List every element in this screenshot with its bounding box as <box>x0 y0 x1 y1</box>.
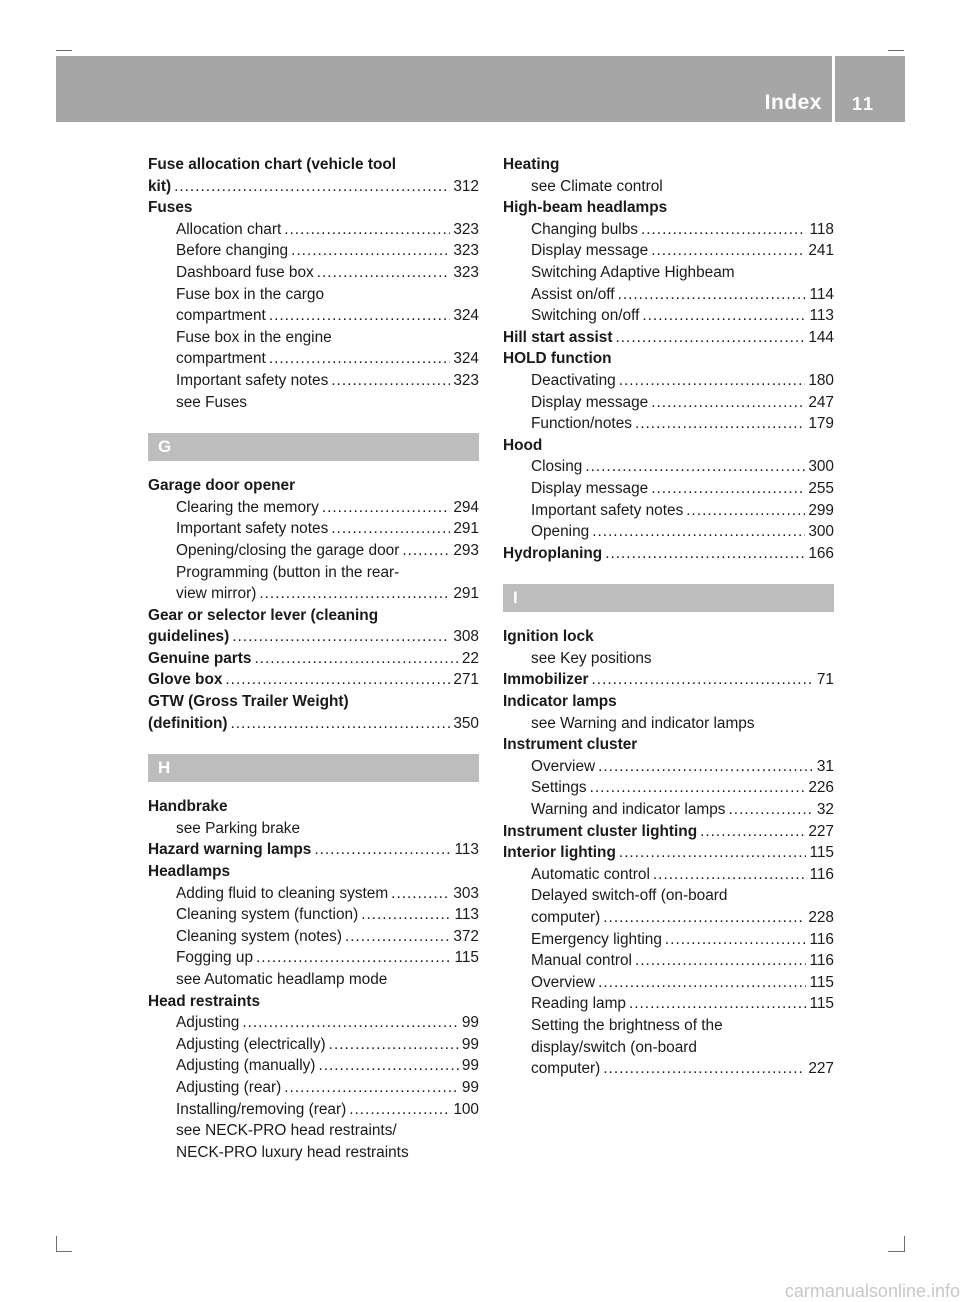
dot-leader <box>242 1012 459 1034</box>
dot-leader <box>590 777 806 799</box>
dot-leader <box>225 669 450 691</box>
dot-leader <box>686 500 805 522</box>
index-heading: High-beam headlamps <box>503 199 668 217</box>
entry-label: Function/notes <box>531 415 632 433</box>
index-entry[interactable] <box>148 713 479 735</box>
index-subentry-text: see Parking brake <box>176 819 301 837</box>
index-subentry[interactable] <box>148 305 479 327</box>
index-subentry[interactable] <box>148 1055 479 1077</box>
entry-label: Display message <box>531 242 649 260</box>
dot-leader <box>641 219 806 241</box>
entry-label: Allocation chart <box>176 220 282 238</box>
page-reference[interactable]: 31 <box>816 757 834 775</box>
page-number: 11 <box>852 94 876 114</box>
page-reference[interactable]: 271 <box>453 671 479 689</box>
page-reference[interactable]: 144 <box>808 328 834 346</box>
dot-leader <box>651 478 805 500</box>
index-heading: Gear or selector lever (cleaning <box>148 606 379 624</box>
entry-label: compartment <box>176 307 266 325</box>
dot-leader <box>329 1034 459 1056</box>
dot-leader <box>284 219 450 241</box>
dot-leader <box>592 669 814 691</box>
page-reference[interactable]: 100 <box>453 1100 479 1118</box>
index-subentry[interactable] <box>503 907 834 929</box>
page-reference[interactable]: 241 <box>808 242 834 260</box>
page-reference[interactable]: 291 <box>453 520 479 538</box>
page-reference[interactable]: 114 <box>809 285 834 303</box>
index-subentry[interactable] <box>148 583 479 605</box>
index-subentry[interactable] <box>503 799 834 821</box>
section-header: G <box>148 433 479 461</box>
entry-label: Display message <box>531 393 649 411</box>
dot-leader <box>598 972 806 994</box>
index-subentry-text: Setting the brightness of the <box>531 1016 723 1034</box>
dot-leader <box>598 756 814 778</box>
index-entry[interactable] <box>148 176 479 198</box>
index-subentry-text: see Automatic headlamp mode <box>176 971 388 988</box>
dot-leader <box>269 305 451 327</box>
entry-label: Automatic control <box>531 865 650 883</box>
entry-label: Overview <box>531 757 596 775</box>
index-heading: Ignition lock <box>503 628 594 646</box>
page-reference[interactable]: 324 <box>453 350 479 368</box>
page-reference[interactable]: 99 <box>461 1014 479 1032</box>
index-subentry[interactable] <box>503 864 834 886</box>
index-entry[interactable] <box>148 626 479 648</box>
index-subentry-text: see Fuses <box>176 393 248 411</box>
index-heading: Handbrake <box>148 798 228 816</box>
index-subentry[interactable] <box>148 262 479 284</box>
index-heading: Fuse allocation chart (vehicle tool <box>148 156 397 173</box>
entry-label: guidelines) <box>148 628 230 646</box>
entry-label: compartment <box>176 350 266 368</box>
header-separator <box>832 56 835 122</box>
index-subentry[interactable] <box>503 777 834 799</box>
page-reference[interactable]: 303 <box>453 884 479 902</box>
dot-leader <box>603 1058 805 1080</box>
dot-leader <box>605 543 805 565</box>
dot-leader <box>619 370 806 392</box>
dot-leader <box>391 883 450 905</box>
entry-label: kit) <box>148 177 172 195</box>
index-subentry[interactable] <box>148 240 479 262</box>
page-reference[interactable]: 291 <box>453 585 479 603</box>
index-subentry[interactable] <box>503 500 834 522</box>
dot-leader <box>331 370 450 392</box>
index-subentry[interactable] <box>503 305 834 327</box>
index-subentry-text: display/switch (on-board <box>531 1038 697 1056</box>
index-subentry[interactable] <box>503 370 834 392</box>
dot-leader <box>635 413 805 435</box>
page-reference[interactable]: 323 <box>453 263 479 281</box>
index-subentry-text: Switching Adaptive Highbeam <box>531 263 735 281</box>
entry-label: Before changing <box>176 242 289 260</box>
crop-mark <box>56 50 72 51</box>
page-reference[interactable]: 116 <box>809 865 834 883</box>
entry-label: Overview <box>531 973 596 991</box>
page-reference[interactable]: 113 <box>454 841 479 859</box>
page-reference[interactable]: 227 <box>808 1060 834 1078</box>
dot-leader <box>651 392 805 414</box>
page-reference[interactable]: 115 <box>809 995 834 1013</box>
index-entry[interactable] <box>503 327 834 349</box>
dot-leader <box>700 821 805 843</box>
index-subentry[interactable] <box>148 518 479 540</box>
entry-label: Cleaning system (notes) <box>176 927 342 945</box>
section-header: I <box>503 584 834 612</box>
crop-mark <box>888 50 904 51</box>
entry-label: Immobilizer <box>503 671 589 689</box>
entry-label: Important safety notes <box>176 371 329 389</box>
page-reference[interactable]: 300 <box>808 458 834 476</box>
entry-label: Assist on/off <box>531 285 615 303</box>
index-heading: Garage door opener <box>148 477 296 495</box>
index-subentry[interactable] <box>503 756 834 778</box>
index-subentry[interactable] <box>148 1077 479 1099</box>
page-reference[interactable]: 115 <box>809 973 834 991</box>
dot-leader <box>269 348 451 370</box>
entry-label: Hazard warning lamps <box>148 841 312 859</box>
index-subentry[interactable] <box>148 370 479 392</box>
page-reference[interactable]: 99 <box>461 1057 479 1075</box>
index-subentry[interactable] <box>503 456 834 478</box>
index-subentry[interactable] <box>148 219 479 241</box>
dot-leader <box>284 1077 459 1099</box>
crop-mark <box>56 1251 72 1252</box>
entry-label: computer) <box>531 1060 601 1078</box>
page-reference[interactable]: 166 <box>808 544 834 562</box>
index-subentry[interactable] <box>503 392 834 414</box>
index-subentry-text: Programming (button in the rear- <box>176 563 400 581</box>
index-subentry[interactable] <box>148 926 479 948</box>
dot-leader <box>291 240 450 262</box>
page-reference[interactable]: 323 <box>453 371 479 389</box>
dot-leader <box>585 456 805 478</box>
index-heading: Indicator lamps <box>503 693 617 711</box>
dot-leader <box>331 518 450 540</box>
entry-label: Hill start assist <box>503 328 613 346</box>
index-entry[interactable] <box>148 648 479 670</box>
entry-label: Important safety notes <box>531 501 684 519</box>
index-subentry[interactable] <box>503 972 834 994</box>
page-reference[interactable]: 71 <box>816 671 834 689</box>
dot-leader <box>728 799 813 821</box>
index-subentry[interactable] <box>503 521 834 543</box>
page-reference[interactable]: 32 <box>816 801 834 819</box>
index-subentry[interactable] <box>148 1099 479 1121</box>
index-subentry-text: Fuse box in the cargo <box>176 285 325 303</box>
index-subentry[interactable] <box>148 883 479 905</box>
index-subentry[interactable] <box>148 497 479 519</box>
entry-label: Settings <box>531 779 587 797</box>
dot-leader <box>651 240 805 262</box>
index-entry[interactable] <box>503 842 834 864</box>
dot-leader <box>642 305 806 327</box>
dot-leader <box>259 583 450 605</box>
dot-leader <box>232 626 450 648</box>
index-subentry[interactable] <box>503 284 834 306</box>
page-reference[interactable]: 99 <box>461 1035 479 1053</box>
entry-label: Adding fluid to cleaning system <box>176 884 389 902</box>
dot-leader <box>322 497 450 519</box>
dot-leader <box>345 926 450 948</box>
entry-label: Clearing the memory <box>176 498 319 516</box>
page-reference[interactable]: 99 <box>461 1078 479 1096</box>
page-reference[interactable]: 350 <box>453 714 479 732</box>
index-subentry[interactable] <box>148 348 479 370</box>
index-column-right <box>503 154 834 1080</box>
index-subentry[interactable] <box>148 947 479 969</box>
index-subentry[interactable] <box>503 950 834 972</box>
page-reference[interactable]: 115 <box>809 844 834 862</box>
entry-label: Display message <box>531 479 649 497</box>
dot-leader <box>618 284 807 306</box>
entry-label: Opening/closing the garage door <box>176 541 400 559</box>
index-subentry[interactable] <box>148 540 479 562</box>
index-subentry[interactable] <box>503 478 834 500</box>
index-heading: Hood <box>503 436 543 454</box>
dot-leader <box>635 950 807 972</box>
index-column-left <box>148 154 479 1163</box>
page-title: Index <box>764 91 822 114</box>
entry-label: Manual control <box>531 952 632 970</box>
index-subentry[interactable] <box>503 413 834 435</box>
section-header: H <box>148 754 479 782</box>
dot-leader <box>231 713 451 735</box>
index-heading: GTW (Gross Trailer Weight) <box>148 693 349 711</box>
entry-label: Warning and indicator lamps <box>531 801 726 819</box>
entry-label: Installing/removing (rear) <box>176 1100 347 1118</box>
page-reference[interactable]: 294 <box>453 498 479 516</box>
dot-leader <box>254 648 458 670</box>
page-reference[interactable]: 228 <box>808 909 834 926</box>
page-reference[interactable]: 115 <box>454 949 479 967</box>
index-entry[interactable] <box>503 821 834 843</box>
dot-leader <box>361 904 451 926</box>
index-subentry-text: see Warning and indicator lamps <box>531 714 755 732</box>
entry-label: computer) <box>531 909 601 926</box>
index-heading: Head restraints <box>148 992 261 1010</box>
page-reference[interactable]: 227 <box>808 822 834 840</box>
entry-label: Dashboard fuse box <box>176 263 314 281</box>
entry-label: view mirror) <box>176 585 257 603</box>
index-entry[interactable] <box>148 669 479 691</box>
page-reference[interactable]: 116 <box>809 930 834 948</box>
page-reference[interactable]: 312 <box>453 177 479 195</box>
index-subentry[interactable] <box>503 240 834 262</box>
entry-label: Fogging up <box>176 949 254 967</box>
index-entry[interactable] <box>148 839 479 861</box>
page-reference[interactable]: 113 <box>454 906 479 924</box>
entry-label: Glove box <box>148 671 223 689</box>
crop-mark <box>56 1236 57 1252</box>
page-reference[interactable]: 372 <box>453 927 479 945</box>
entry-label: Changing bulbs <box>531 220 638 238</box>
entry-label: Reading lamp <box>531 995 626 1013</box>
dot-leader <box>317 262 451 284</box>
dot-leader <box>603 907 805 929</box>
entry-label: Interior lighting <box>503 844 616 862</box>
entry-label: Adjusting <box>176 1014 240 1032</box>
dot-leader <box>314 839 451 861</box>
dot-leader <box>349 1099 450 1121</box>
dot-leader <box>616 327 806 349</box>
dot-leader <box>592 521 805 543</box>
page-reference[interactable]: 22 <box>461 649 479 667</box>
index-subentry[interactable] <box>148 904 479 926</box>
entry-label: Hydroplaning <box>503 544 603 562</box>
dot-leader <box>256 947 451 969</box>
index-heading: Headlamps <box>148 863 231 881</box>
entry-label: Important safety notes <box>176 520 329 538</box>
page-reference[interactable]: 116 <box>809 952 834 970</box>
index-subentry-text: see Key positions <box>531 649 652 667</box>
index-subentry-text: see Climate control <box>531 177 663 195</box>
entry-label: Adjusting (manually) <box>176 1057 316 1075</box>
page-reference[interactable]: 293 <box>453 541 479 559</box>
index-subentry-text: see NECK-PRO head restraints/ <box>176 1122 397 1140</box>
page-reference[interactable]: 255 <box>808 479 834 497</box>
entry-label: Opening <box>531 523 590 541</box>
entry-label: Instrument cluster lighting <box>503 822 698 840</box>
index-subentry-text: Delayed switch-off (on-board <box>531 887 728 905</box>
index-subentry-text: Fuse box in the engine <box>176 328 332 346</box>
dot-leader <box>402 540 450 562</box>
index-heading: Instrument cluster <box>503 736 638 754</box>
dot-leader <box>665 929 807 951</box>
page-reference[interactable]: 300 <box>808 523 834 541</box>
index-subentry-text: NECK-PRO luxury head restraints <box>176 1143 409 1161</box>
entry-label: (definition) <box>148 714 228 732</box>
page-reference[interactable]: 180 <box>808 371 834 389</box>
index-entry[interactable] <box>503 669 834 691</box>
page-reference[interactable]: 299 <box>808 501 834 519</box>
page-reference[interactable]: 113 <box>809 307 834 325</box>
index-subentry[interactable] <box>503 219 834 241</box>
page-reference[interactable]: 226 <box>808 779 834 797</box>
dot-leader <box>619 842 807 864</box>
index-heading: Fuses <box>148 199 193 217</box>
entry-label: Genuine parts <box>148 649 252 667</box>
dot-leader <box>174 176 450 198</box>
page-reference[interactable]: 323 <box>453 220 479 238</box>
index-subentry[interactable] <box>503 929 834 951</box>
page-reference[interactable]: 308 <box>453 628 479 646</box>
index-heading: HOLD function <box>503 350 612 368</box>
dot-leader <box>653 864 807 886</box>
entry-label: Adjusting (rear) <box>176 1078 282 1096</box>
dot-leader <box>629 993 806 1015</box>
entry-label: Emergency lighting <box>531 930 662 948</box>
index-subentry[interactable] <box>503 993 834 1015</box>
page-reference[interactable]: 247 <box>808 393 834 411</box>
index-heading: Heating <box>503 156 560 173</box>
entry-label: Deactivating <box>531 371 616 389</box>
entry-label: Adjusting (electrically) <box>176 1035 326 1053</box>
page-reference[interactable]: 118 <box>809 220 834 238</box>
entry-label: Switching on/off <box>531 307 640 325</box>
crop-mark <box>904 1236 905 1252</box>
index-entry[interactable] <box>503 543 834 565</box>
index-subentry[interactable] <box>148 1034 479 1056</box>
entry-label: Cleaning system (function) <box>176 906 359 924</box>
page-reference[interactable]: 324 <box>453 307 479 325</box>
index-subentry[interactable] <box>148 1012 479 1034</box>
entry-label: Closing <box>531 458 583 476</box>
page-reference[interactable]: 323 <box>453 242 479 260</box>
page-reference[interactable]: 179 <box>808 415 834 433</box>
dot-leader <box>318 1055 458 1077</box>
crop-mark <box>888 1251 904 1252</box>
watermark: carmanualsonline.info <box>784 1281 960 1301</box>
index-subentry[interactable] <box>503 1058 834 1080</box>
